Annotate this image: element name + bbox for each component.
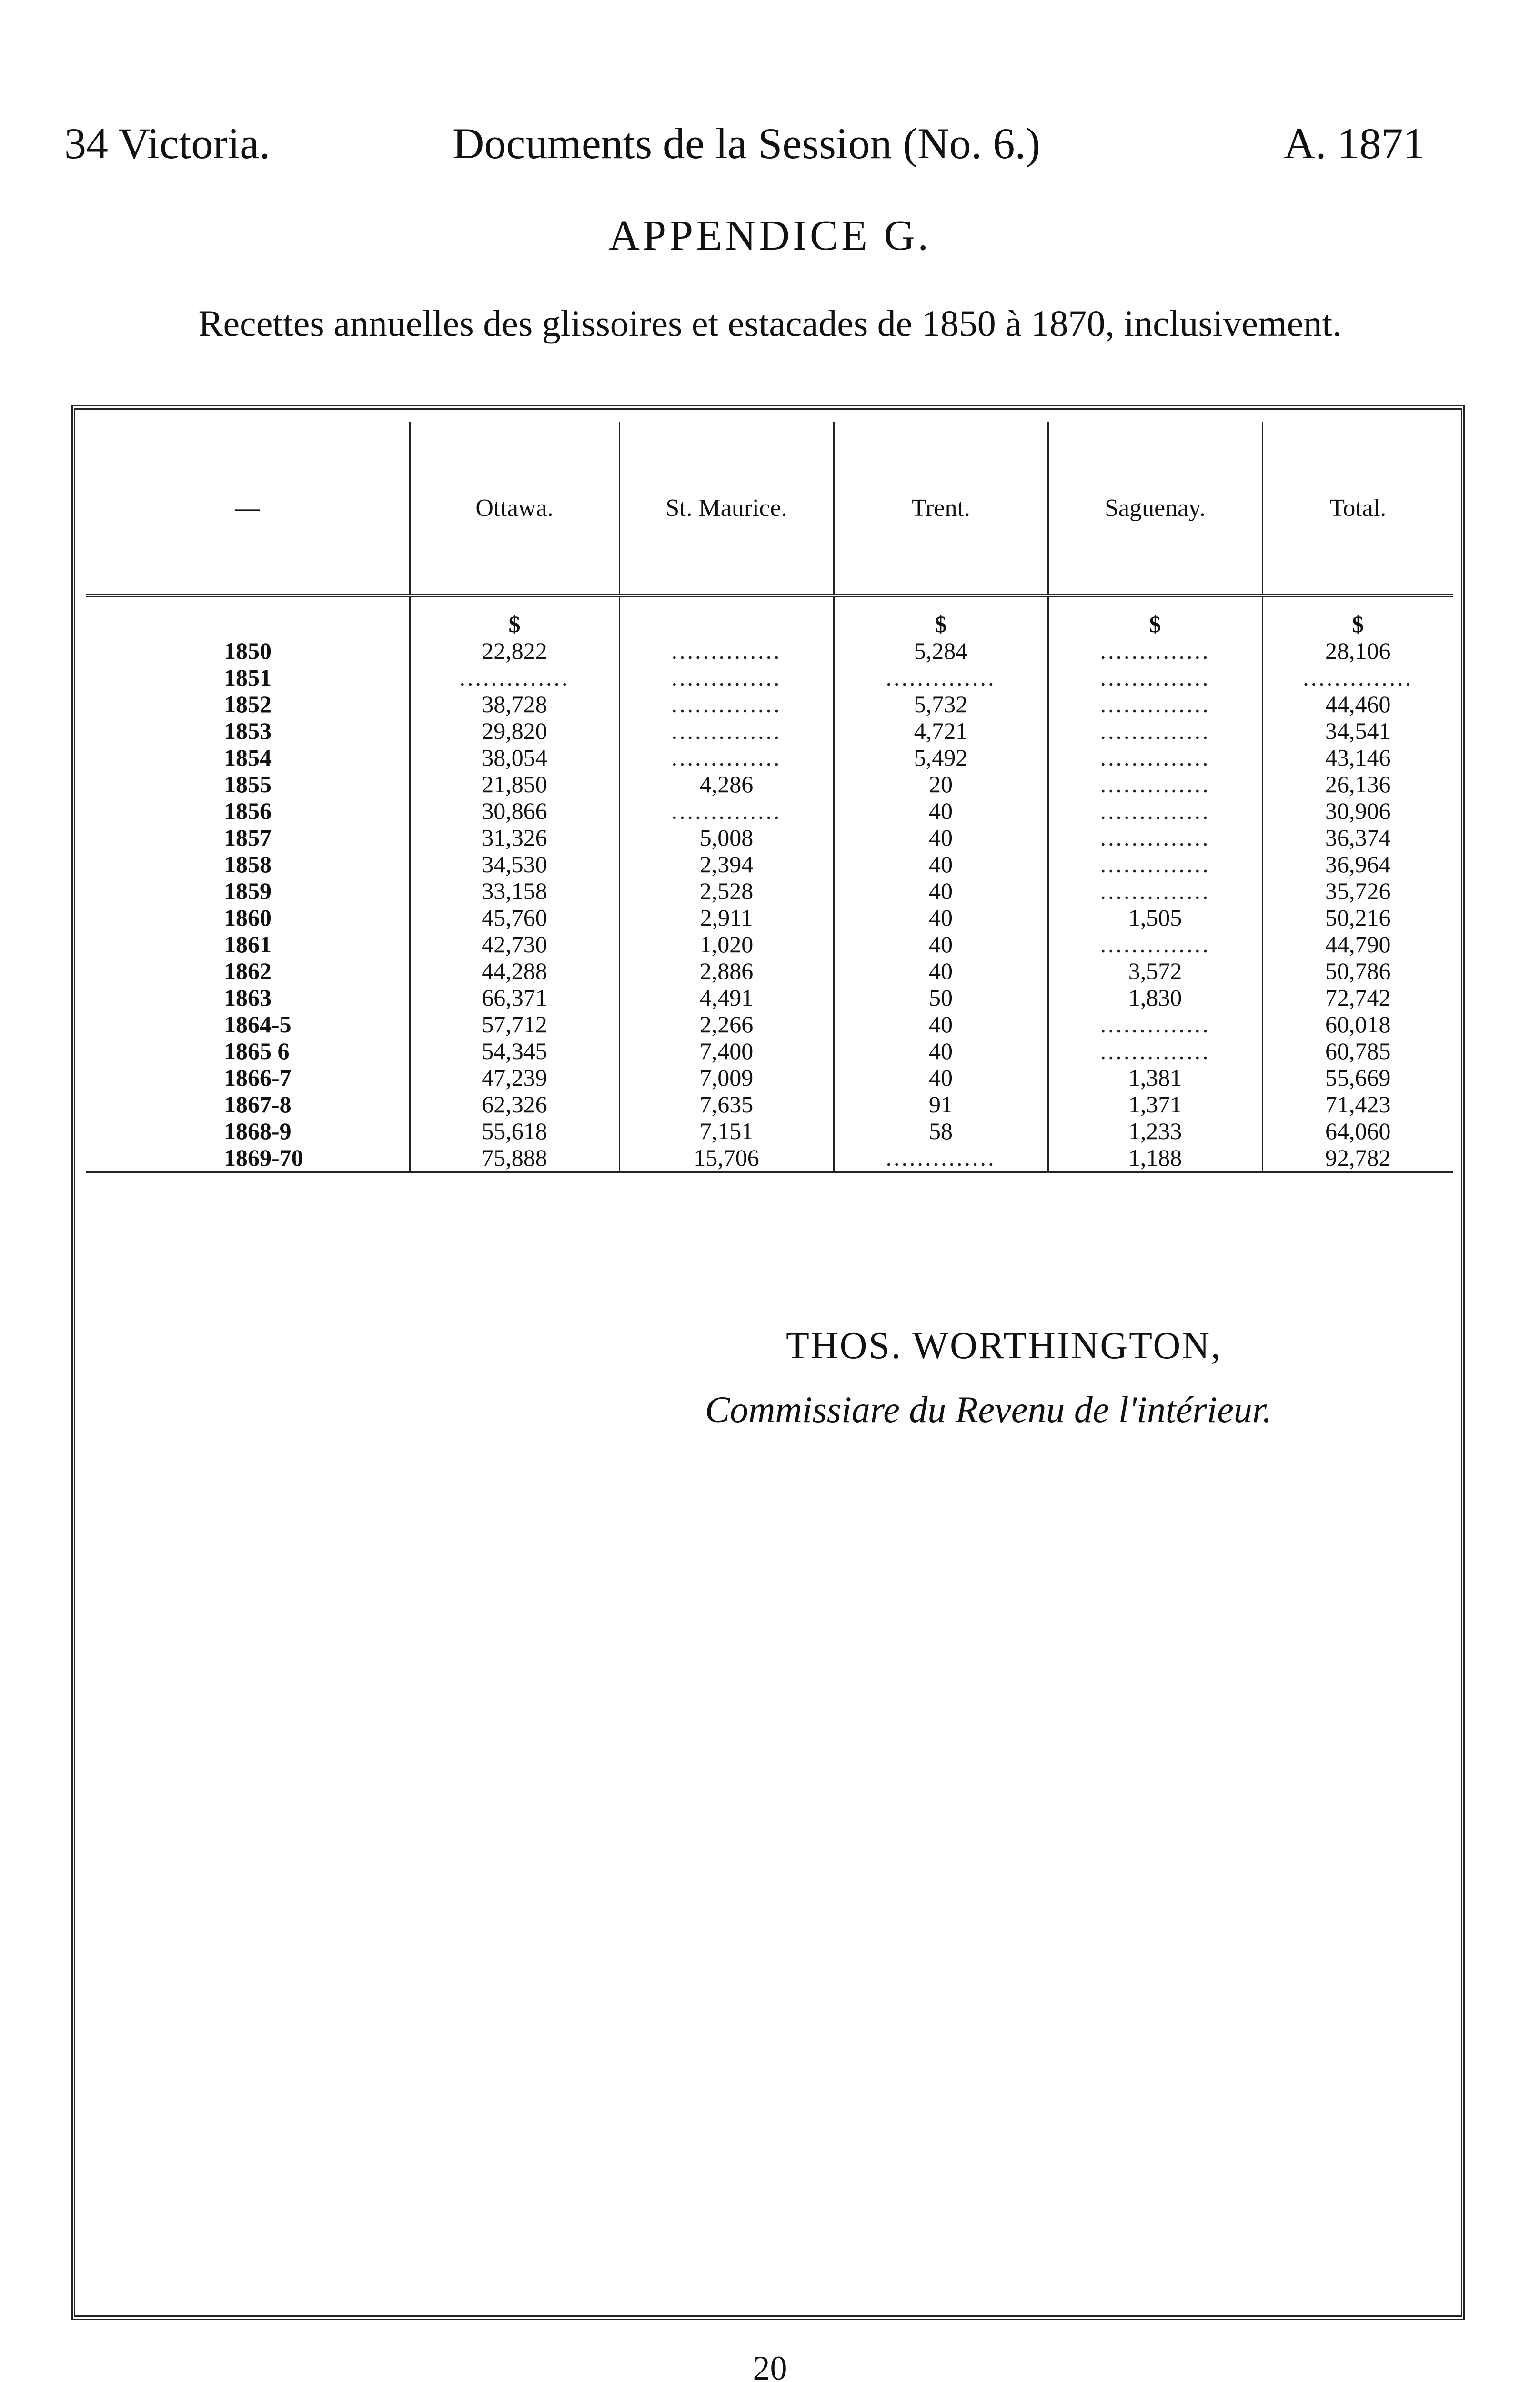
table-cell: 15,706 xyxy=(619,1144,834,1172)
dot-leader: .............. xyxy=(1100,637,1210,664)
year-cell: 1869-70 xyxy=(86,1144,410,1172)
table-cell: 40 xyxy=(834,824,1048,851)
table-cell: 62,326 xyxy=(410,1091,619,1118)
table-cell: 50,786 xyxy=(1325,958,1391,984)
table-row xyxy=(86,878,1453,904)
year-cell: 1851 xyxy=(86,664,410,691)
year-cell: 1850 xyxy=(86,637,410,664)
dot-leader: .............. xyxy=(459,664,570,691)
table-cell xyxy=(1048,797,1262,824)
dot-leader: .............. xyxy=(1100,1038,1210,1064)
table-cell: 5,284 xyxy=(834,637,1048,664)
table-cell: 1,188 xyxy=(1048,1144,1262,1172)
table-row xyxy=(86,958,1453,984)
dot-leader: .............. xyxy=(1100,851,1210,878)
dot-leader: .............. xyxy=(1100,691,1210,717)
table-row xyxy=(86,691,1453,717)
table-subtitle: Recettes annuelles des glissoires et estacades de 1850 à 1870, inclusivement. xyxy=(198,303,1342,344)
dot-leader: .............. xyxy=(671,744,782,771)
table-cell: 7,009 xyxy=(619,1064,834,1091)
table-cell: 55,669 xyxy=(1325,1064,1391,1091)
year-cell: 1853 xyxy=(86,717,410,744)
year-cell: 1860 xyxy=(86,904,410,931)
table-cell: 40 xyxy=(834,1011,1048,1038)
table-cell: 33,158 xyxy=(410,878,619,904)
table-cell: $ xyxy=(410,596,619,637)
year-cell: 1864-5 xyxy=(86,1011,410,1038)
appendix-title: APPENDICE G. xyxy=(608,212,932,259)
table-cell: 30,866 xyxy=(410,797,619,824)
table-cell: 1,371 xyxy=(1048,1091,1262,1118)
table-cell: 47,239 xyxy=(410,1064,619,1091)
table-row xyxy=(86,1064,1453,1091)
table-cell: 91 xyxy=(834,1091,1048,1118)
dot-leader: .............. xyxy=(1100,1011,1210,1038)
dot-leader: .............. xyxy=(671,664,782,691)
dot-leader: .............. xyxy=(1100,717,1210,744)
table-cell xyxy=(619,744,834,771)
table-cell: 30,906 xyxy=(1325,797,1391,824)
table-cell: 38,054 xyxy=(410,744,619,771)
year-cell: 1859 xyxy=(86,878,410,904)
year-cell: 1856 xyxy=(86,797,410,824)
year-cell: 1861 xyxy=(86,931,410,958)
table-cell xyxy=(1048,851,1262,878)
table-cell: 26,136 xyxy=(1325,771,1391,797)
table-row xyxy=(86,744,1453,771)
table-cell xyxy=(1262,664,1453,691)
table-cell: 40 xyxy=(834,878,1048,904)
table-cell: 1,233 xyxy=(1048,1118,1262,1144)
column-header: — xyxy=(86,422,410,596)
year-cell: 1863 xyxy=(86,984,410,1011)
table-cell: 40 xyxy=(834,904,1048,931)
table-cell: 50 xyxy=(834,984,1048,1011)
table-row xyxy=(86,1011,1453,1038)
table-cell: 21,850 xyxy=(410,771,619,797)
table-cell: 38,728 xyxy=(410,691,619,717)
units-row xyxy=(86,596,1453,637)
table-cell xyxy=(1048,717,1262,744)
dot-leader: .............. xyxy=(1100,744,1210,771)
table-cell xyxy=(619,637,834,664)
table-cell: 71,423 xyxy=(1325,1091,1391,1118)
header-center: Documents de la Session (No. 6.) xyxy=(453,119,1041,168)
table-cell xyxy=(619,664,834,691)
year-cell: 1855 xyxy=(86,771,410,797)
table-cell: 50,216 xyxy=(1325,904,1391,931)
table-cell: 29,820 xyxy=(410,717,619,744)
table-cell: $ xyxy=(834,596,1048,637)
table-cell: 1,505 xyxy=(1048,904,1262,931)
table-cell: 44,460 xyxy=(1325,691,1391,717)
table-cell: 2,886 xyxy=(619,958,834,984)
dot-leader: .............. xyxy=(1100,797,1210,824)
table-row xyxy=(86,984,1453,1011)
table-cell: 55,618 xyxy=(410,1118,619,1144)
table-cell: 58 xyxy=(834,1118,1048,1144)
table-cell xyxy=(1048,664,1262,691)
table-cell: 72,742 xyxy=(1325,984,1391,1011)
table-cell: 45,760 xyxy=(410,904,619,931)
table-cell xyxy=(1048,1038,1262,1064)
table-cell: 40 xyxy=(834,797,1048,824)
page-number: 20 xyxy=(753,2349,787,2382)
table-cell: 42,730 xyxy=(410,931,619,958)
table-cell: 7,635 xyxy=(619,1091,834,1118)
table-row xyxy=(86,851,1453,878)
column-header: Total. xyxy=(1262,422,1453,596)
table-cell: 57,712 xyxy=(410,1011,619,1038)
table-cell: 31,326 xyxy=(410,824,619,851)
header-left: 34 Victoria. xyxy=(64,119,271,168)
table-cell: 28,106 xyxy=(1325,637,1391,664)
table-cell: 34,530 xyxy=(410,851,619,878)
table-row xyxy=(86,664,1453,691)
table-row xyxy=(86,717,1453,744)
table-cell: 92,782 xyxy=(1262,1144,1453,1172)
table-row xyxy=(86,824,1453,851)
table-row xyxy=(86,931,1453,958)
table-cell: 4,491 xyxy=(619,984,834,1011)
dot-leader: .............. xyxy=(671,691,782,717)
table-cell: 60,018 xyxy=(1325,1011,1391,1038)
year-cell: 1854 xyxy=(86,744,410,771)
dot-leader: .............. xyxy=(1100,771,1210,797)
signature-title: Commissiare du Revenu de l'intérieur. xyxy=(705,1389,1272,1430)
table-row xyxy=(86,771,1453,797)
dot-leader: .............. xyxy=(1100,824,1210,851)
table-cell xyxy=(1048,1011,1262,1038)
table-cell: 75,888 xyxy=(410,1144,619,1172)
column-header: Saguenay. xyxy=(1048,422,1262,596)
table-cell: 40 xyxy=(834,958,1048,984)
table-cell: 40 xyxy=(834,851,1048,878)
dot-leader: .............. xyxy=(1100,878,1210,904)
table-cell: 36,964 xyxy=(1325,851,1391,878)
receipts-table xyxy=(86,422,1453,1173)
table-cell: 22,822 xyxy=(410,637,619,664)
year-cell: 1862 xyxy=(86,958,410,984)
table-cell: 36,374 xyxy=(1325,824,1391,851)
table-cell: 60,785 xyxy=(1325,1038,1391,1064)
table-row xyxy=(86,1038,1453,1064)
table-row xyxy=(86,904,1453,931)
table-cell: 40 xyxy=(834,1038,1048,1064)
table-cell: 5,732 xyxy=(834,691,1048,717)
dot-leader: .............. xyxy=(886,664,996,691)
table-cell: 1,020 xyxy=(619,931,834,958)
table-row xyxy=(86,1144,1453,1172)
dot-leader: .............. xyxy=(1100,931,1210,958)
table-cell xyxy=(1048,771,1262,797)
table-row xyxy=(86,797,1453,824)
table-cell: 43,146 xyxy=(1325,744,1391,771)
table-cell xyxy=(619,797,834,824)
table-row xyxy=(86,637,1453,664)
table-cell xyxy=(619,596,834,637)
table-cell xyxy=(86,596,410,637)
table-cell: 40 xyxy=(834,931,1048,958)
table-cell: 2,528 xyxy=(619,878,834,904)
table-cell: 34,541 xyxy=(1325,717,1391,744)
table-cell: 5,492 xyxy=(834,744,1048,771)
table-cell xyxy=(1048,744,1262,771)
table-header-row xyxy=(86,422,1453,596)
table-cell xyxy=(619,717,834,744)
column-header: Ottawa. xyxy=(410,422,619,596)
table-row xyxy=(86,1091,1453,1118)
table-cell: 4,286 xyxy=(619,771,834,797)
table-cell: 64,060 xyxy=(1325,1118,1391,1144)
table-cell: 2,394 xyxy=(619,851,834,878)
dot-leader: .............. xyxy=(1303,664,1413,691)
year-cell: 1867-8 xyxy=(86,1091,410,1118)
table-cell xyxy=(834,664,1048,691)
signature-name: THOS. WORTHINGTON, xyxy=(786,1325,1222,1367)
dot-leader: .............. xyxy=(671,717,782,744)
table-cell: 35,726 xyxy=(1325,878,1391,904)
table-cell xyxy=(410,664,619,691)
table-cell: $ xyxy=(1352,611,1364,637)
table-cell: 1,381 xyxy=(1048,1064,1262,1091)
table-cell: 54,345 xyxy=(410,1038,619,1064)
table-cell xyxy=(1048,931,1262,958)
year-cell: 1868-9 xyxy=(86,1118,410,1144)
table-cell: 1,830 xyxy=(1048,984,1262,1011)
table-cell: 4,721 xyxy=(834,717,1048,744)
dot-leader: .............. xyxy=(671,637,782,664)
table-cell: $ xyxy=(1048,596,1262,637)
table-cell: 40 xyxy=(834,1064,1048,1091)
table-cell xyxy=(1048,691,1262,717)
table-cell: 3,572 xyxy=(1048,958,1262,984)
year-cell: 1865 6 xyxy=(86,1038,410,1064)
dot-leader: .............. xyxy=(671,797,782,824)
dot-leader: .............. xyxy=(1100,664,1210,691)
table-cell: 66,371 xyxy=(410,984,619,1011)
table-cell: 2,266 xyxy=(619,1011,834,1038)
table-cell xyxy=(1048,824,1262,851)
column-header: St. Maurice. xyxy=(619,422,834,596)
year-cell: 1852 xyxy=(86,691,410,717)
year-cell: 1857 xyxy=(86,824,410,851)
table-body xyxy=(86,596,1453,1172)
dot-leader: .............. xyxy=(886,1144,996,1171)
table-row xyxy=(86,1118,1453,1144)
header-right: A. 1871 xyxy=(1284,119,1425,168)
year-cell: 1866-7 xyxy=(86,1064,410,1091)
table-cell xyxy=(1048,878,1262,904)
table-cell: 44,288 xyxy=(410,958,619,984)
table-cell: 44,790 xyxy=(1325,931,1391,958)
table-cell: 5,008 xyxy=(619,824,834,851)
table-cell xyxy=(1048,637,1262,664)
column-header: Trent. xyxy=(834,422,1048,596)
table-cell xyxy=(834,1144,1048,1172)
table-cell: 7,151 xyxy=(619,1118,834,1144)
year-cell: 1858 xyxy=(86,851,410,878)
table-cell: 2,911 xyxy=(619,904,834,931)
table-cell: 7,400 xyxy=(619,1038,834,1064)
table-cell xyxy=(619,691,834,717)
table-cell: 20 xyxy=(834,771,1048,797)
